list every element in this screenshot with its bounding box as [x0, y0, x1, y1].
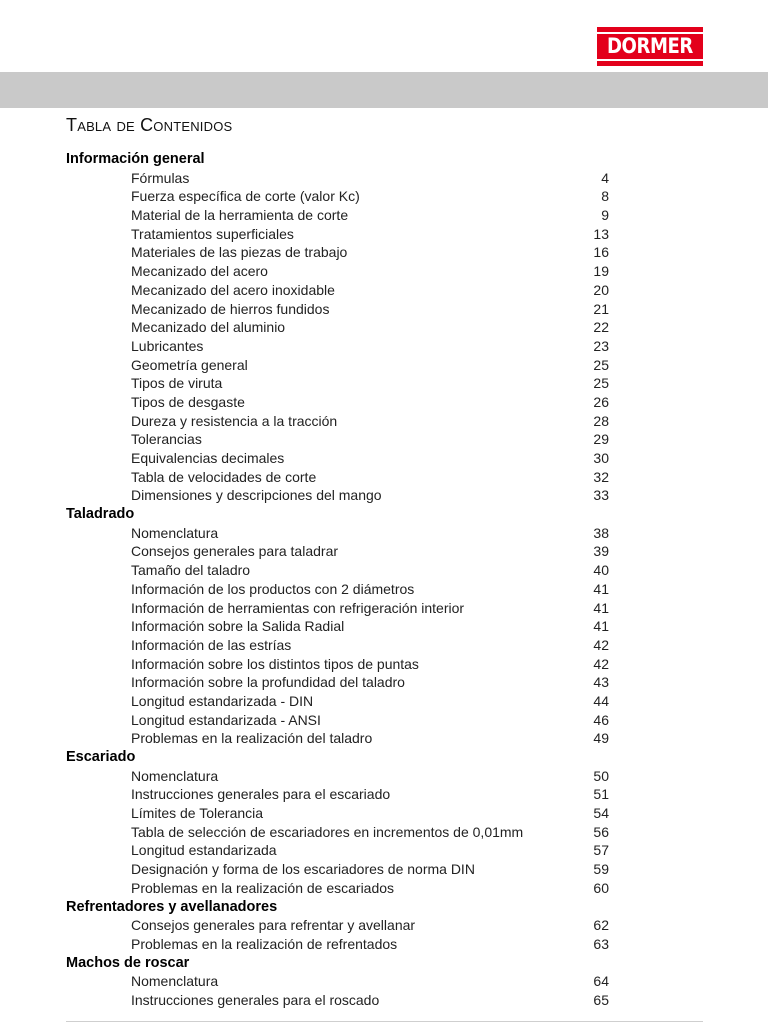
- toc-entry-title: Consejos generales para refrentar y avellanar: [131, 917, 416, 934]
- toc-entry-page: 4: [601, 169, 609, 186]
- toc-entry: [0, 617, 768, 636]
- toc-entry: [0, 841, 768, 860]
- table-of-contents: [0, 150, 768, 1010]
- toc-entry: [0, 449, 768, 468]
- toc-entry: [0, 692, 768, 711]
- toc-entry: [0, 823, 768, 842]
- toc-entry-page: 39: [593, 543, 609, 560]
- toc-entry: [0, 300, 768, 319]
- toc-entry-page: 50: [593, 767, 609, 784]
- toc-entry: [0, 486, 768, 505]
- logo-frame: [595, 32, 705, 61]
- toc-entry-page: 54: [593, 805, 609, 822]
- toc-entry-page: 44: [593, 692, 609, 709]
- toc-entry-title: Dimensiones y descripciones del mango: [131, 487, 382, 504]
- section-heading: Información general: [66, 151, 205, 167]
- toc-entry-page: 21: [593, 300, 609, 317]
- toc-entry: [0, 318, 768, 337]
- logo-text: DORMER: [607, 34, 693, 58]
- toc-entry-title: Equivalencias decimales: [131, 450, 285, 466]
- toc-entry-title: Problemas en la realización de escariados: [131, 879, 395, 896]
- toc-entry-title: Nomenclatura: [131, 973, 219, 990]
- toc-entry: [0, 262, 768, 281]
- toc-entry-title: Problemas en la realización de refrentados: [131, 935, 398, 952]
- header-band: [0, 72, 768, 108]
- toc-entry: [0, 524, 768, 543]
- toc-entry-title: Información sobre la profundidad del taladro: [131, 674, 405, 691]
- toc-entry-title: Límites de Tolerancia: [131, 805, 264, 822]
- toc-entry: [0, 561, 768, 580]
- toc-entry-title: Tratamientos superficiales: [131, 225, 294, 242]
- toc-entry-page: 19: [593, 263, 609, 280]
- toc-entry: [0, 673, 768, 692]
- toc-entry-page: 28: [593, 412, 609, 429]
- toc-entry: [0, 468, 768, 487]
- toc-entry-title: Instrucciones generales para el escariado: [131, 786, 391, 803]
- toc-entry: [0, 169, 768, 188]
- toc-entry-title: Tamaño del taladro: [131, 562, 251, 579]
- toc-entry-page: 30: [593, 450, 609, 466]
- toc-entry-title: Nomenclatura: [131, 524, 219, 541]
- toc-entry-page: 57: [593, 842, 609, 859]
- toc-entry-page: 41: [593, 599, 609, 616]
- toc-entry: [0, 879, 768, 898]
- toc-entry: [0, 767, 768, 786]
- toc-entry-title: Material de la herramienta de corte: [131, 207, 349, 224]
- toc-entry: [0, 337, 768, 356]
- toc-entry: [0, 916, 768, 935]
- toc-entry-page: 33: [593, 487, 609, 504]
- toc-entry-title: Tipos de viruta: [131, 375, 223, 392]
- toc-entry: [0, 206, 768, 225]
- toc-entry-page: 41: [593, 580, 609, 597]
- toc-entry-page: 56: [593, 823, 609, 840]
- toc-entry-title: Longitud estandarizada: [131, 842, 277, 859]
- toc-entry-page: 13: [593, 225, 609, 242]
- toc-entry: [0, 356, 768, 375]
- toc-entry-title: Designación y forma de los escariadores de norma DIN: [131, 861, 475, 878]
- bottom-divider: [66, 1021, 703, 1022]
- toc-entry: [0, 785, 768, 804]
- toc-entry: [0, 243, 768, 262]
- toc-entry-title: Tabla de velocidades de corte: [131, 468, 317, 485]
- page-title: Tabla de Contenidos: [66, 115, 233, 135]
- toc-entry: [0, 225, 768, 244]
- toc-entry-page: 51: [593, 786, 609, 803]
- toc-entry-title: Tolerancias: [131, 431, 202, 448]
- toc-entry: [0, 187, 768, 206]
- toc-entry-page: 42: [593, 636, 609, 653]
- section-heading: Taladrado: [66, 506, 135, 523]
- toc-entry-page: 26: [593, 393, 609, 410]
- toc-entry-page: 40: [593, 562, 609, 579]
- toc-entry: [0, 729, 768, 748]
- toc-entry-title: Problemas en la realización del taladro: [131, 730, 373, 747]
- toc-entry-page: 49: [593, 730, 609, 747]
- toc-entry-page: 8: [601, 188, 609, 205]
- toc-entry: [0, 580, 768, 599]
- toc-entry: [0, 393, 768, 412]
- toc-entry-page: 20: [593, 281, 609, 298]
- section-heading: Escariado: [66, 749, 136, 765]
- toc-entry-title: Longitud estandarizada - ANSI: [131, 711, 321, 728]
- toc-entry-page: 25: [593, 356, 609, 373]
- toc-entry-page: 25: [593, 375, 609, 392]
- section-heading: Machos de roscar: [66, 954, 190, 971]
- toc-entry-title: Lubricantes: [131, 337, 204, 354]
- toc-entry-title: Materiales de las piezas de trabajo: [131, 244, 348, 261]
- toc-entry-page: 22: [593, 319, 609, 336]
- toc-entry: [0, 374, 768, 393]
- toc-entry-page: 41: [593, 618, 609, 635]
- toc-entry-title: Tipos de desgaste: [131, 393, 245, 410]
- toc-entry-page: 62: [593, 917, 609, 934]
- toc-entry-page: 46: [593, 711, 609, 728]
- toc-entry: [0, 804, 768, 823]
- toc-entry: [0, 972, 768, 991]
- toc-entry-title: Geometría general: [131, 356, 248, 373]
- toc-entry: [0, 991, 768, 1010]
- toc-entry-title: Dureza y resistencia a la tracción: [131, 412, 338, 429]
- toc-entry-page: 23: [593, 337, 609, 354]
- toc-entry-title: Mecanizado del acero inoxidable: [131, 281, 335, 298]
- toc-entry-page: 9: [601, 207, 609, 224]
- toc-entry-title: Nomenclatura: [131, 767, 219, 784]
- toc-entry: [0, 412, 768, 431]
- toc-entry-page: 64: [593, 973, 609, 990]
- toc-entry-title: Información de los productos con 2 diámetros: [131, 580, 415, 597]
- toc-entry-page: 32: [593, 468, 609, 485]
- toc-entry: [0, 711, 768, 730]
- toc-entry: [0, 542, 768, 561]
- toc-entry-title: Fórmulas: [131, 169, 190, 186]
- toc-entry: [0, 599, 768, 618]
- toc-entry-page: 42: [593, 655, 609, 672]
- toc-entry-title: Mecanizado del aluminio: [131, 319, 286, 336]
- toc-entry: [0, 281, 768, 300]
- toc-entry-title: Fuerza específica de corte (valor Kc): [131, 188, 360, 205]
- toc-entry-page: 38: [593, 524, 609, 541]
- toc-entry-title: Información de las estrías: [131, 636, 292, 653]
- toc-entry-title: Mecanizado del acero: [131, 263, 268, 280]
- toc-entry-page: 16: [593, 244, 609, 261]
- toc-entry-title: Consejos generales para taladrar: [131, 543, 339, 560]
- toc-entry-title: Información sobre los distintos tipos de puntas: [131, 655, 419, 672]
- toc-entry-page: 65: [593, 991, 609, 1008]
- toc-entry-page: 43: [593, 674, 609, 691]
- toc-entry-title: Instrucciones generales para el roscado: [131, 991, 380, 1008]
- toc-entry: [0, 655, 768, 674]
- toc-entry-title: Mecanizado de hierros fundidos: [131, 300, 330, 317]
- toc-entry-title: Información de herramientas con refrigeración interior: [131, 599, 465, 616]
- toc-entry-page: 63: [593, 935, 609, 952]
- toc-entry: [0, 430, 768, 449]
- toc-entry-title: Longitud estandarizada - DIN: [131, 692, 314, 709]
- toc-entry: [0, 860, 768, 879]
- toc-entry-title: Información sobre la Salida Radial: [131, 618, 345, 635]
- section-heading: Refrentadores y avellanadores: [66, 898, 278, 915]
- toc-entry: [0, 935, 768, 954]
- toc-entry-page: 60: [593, 879, 609, 896]
- toc-entry-page: 59: [593, 861, 609, 878]
- toc-entry: [0, 636, 768, 655]
- dormer-logo: [597, 27, 703, 66]
- toc-entry-page: 29: [593, 431, 609, 448]
- toc-entry-title: Tabla de selección de escariadores en incrementos de 0,01mm: [131, 823, 524, 840]
